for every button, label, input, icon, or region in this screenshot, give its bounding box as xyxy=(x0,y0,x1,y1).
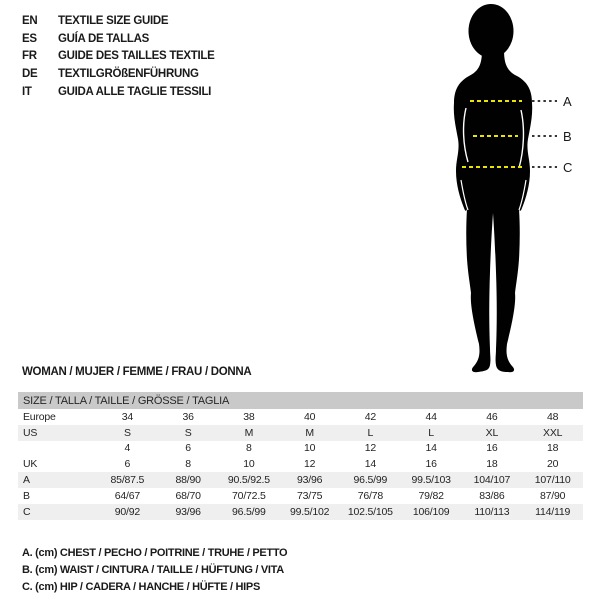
marker-label-b: B xyxy=(563,129,572,144)
size-cell: 110/113 xyxy=(462,504,523,520)
size-cell: 64/67 xyxy=(114,489,141,502)
size-cell: 90.5/92.5 xyxy=(219,472,280,488)
size-cell: 20 xyxy=(547,458,559,471)
legend-line: A. (cm) CHEST / PECHO / POITRINE / TRUHE / PETTO xyxy=(22,547,288,559)
size-cell: 68/70 xyxy=(175,489,201,502)
size-cell: 8 xyxy=(185,458,191,471)
size-cell: 93/96 xyxy=(279,472,340,488)
size-cell: 40 xyxy=(303,410,316,423)
size-cell: 34 xyxy=(121,410,134,423)
language-row xyxy=(22,66,215,84)
size-table-header-row xyxy=(18,392,583,409)
size-table-header: SIZE / TALLA / TAILLE / GRÖSSE / TAGLIA xyxy=(18,392,583,409)
marker-label-a: A xyxy=(563,94,572,109)
size-cell: 99.5/102 xyxy=(279,504,340,520)
size-cell: 38 xyxy=(243,410,255,423)
silhouette-head xyxy=(469,4,514,58)
table-row xyxy=(18,472,583,488)
size-cell: S xyxy=(97,425,158,441)
language-code: ES xyxy=(22,32,37,45)
language-row xyxy=(22,31,215,49)
language-row xyxy=(22,13,215,31)
language-code: EN xyxy=(22,15,38,27)
language-code: DE xyxy=(22,68,38,81)
size-cell: 18 xyxy=(547,442,559,455)
language-label: TEXTILE SIZE GUIDE xyxy=(58,15,169,27)
size-cell: 46 xyxy=(486,410,498,423)
size-cell: 12 xyxy=(303,458,316,471)
woman-silhouette xyxy=(420,0,600,378)
row-label: B xyxy=(23,489,30,502)
language-label: GUÍA DE TALLAS xyxy=(58,32,149,45)
table-row xyxy=(18,425,583,441)
size-cell: 10 xyxy=(303,442,316,455)
size-cell: S xyxy=(158,425,219,441)
woman-silhouette-figure xyxy=(420,0,600,378)
size-cell: 96.5/99 xyxy=(219,504,280,520)
table-row xyxy=(18,409,583,425)
size-table-body xyxy=(18,409,583,520)
row-label: UK xyxy=(23,458,38,471)
size-cell: 70/72.5 xyxy=(232,489,266,502)
language-row xyxy=(22,84,215,102)
row-label xyxy=(18,441,97,457)
size-cell: 12 xyxy=(364,442,377,455)
table-row xyxy=(18,504,583,520)
language-list xyxy=(22,13,215,102)
marker-label-c: C xyxy=(563,160,573,175)
size-cell: 96.5/99 xyxy=(340,472,401,488)
size-cell: 114/119 xyxy=(522,504,583,520)
size-cell: XL xyxy=(462,425,523,441)
size-table xyxy=(18,392,583,520)
language-code: IT xyxy=(22,85,32,98)
size-cell: 10 xyxy=(243,458,255,471)
row-label: Europe xyxy=(23,410,56,423)
measurement-legend xyxy=(22,545,287,597)
size-cell: 14 xyxy=(425,442,437,455)
size-cell: 36 xyxy=(182,410,194,423)
size-cell: 85/87.5 xyxy=(97,472,158,488)
size-cell: 48 xyxy=(547,410,559,423)
size-cell: 6 xyxy=(185,442,191,455)
size-cell: 6 xyxy=(124,458,131,471)
size-cell: 83/86 xyxy=(479,489,505,502)
size-cell: 79/82 xyxy=(418,489,444,502)
language-row xyxy=(22,48,215,66)
size-cell: 18 xyxy=(486,458,498,471)
language-code: FR xyxy=(22,50,37,63)
size-cell: 4 xyxy=(124,442,131,455)
language-label: GUIDA ALLE TAGLIE TESSILI xyxy=(58,85,212,98)
size-cell: 99.5/103 xyxy=(401,472,462,488)
size-cell: 102.5/105 xyxy=(340,504,401,520)
size-cell: 107/110 xyxy=(522,472,583,488)
size-cell: 73/75 xyxy=(296,489,323,502)
size-cell: 44 xyxy=(425,410,437,423)
table-row xyxy=(18,441,583,457)
size-cell: 16 xyxy=(486,442,498,455)
size-cell: 42 xyxy=(364,410,377,423)
table-row xyxy=(18,456,583,472)
row-label: US xyxy=(18,425,97,441)
size-cell: 88/90 xyxy=(158,472,219,488)
size-cell: 104/107 xyxy=(462,472,523,488)
size-cell: 106/109 xyxy=(401,504,462,520)
section-title: WOMAN / MUJER / FEMME / FRAU / DONNA xyxy=(22,366,252,378)
size-cell: 16 xyxy=(425,458,437,471)
size-cell: 93/96 xyxy=(158,504,219,520)
size-cell: 90/92 xyxy=(97,504,158,520)
size-cell: 8 xyxy=(246,442,252,455)
language-label: TEXTILGRÖßENFÜHRUNG xyxy=(58,68,199,81)
silhouette-body xyxy=(454,50,532,372)
legend-line: B. (cm) WAIST / CINTURA / TAILLE / HÜFTUNG / VITA xyxy=(22,564,284,577)
size-cell: 76/78 xyxy=(357,489,384,502)
row-label: C xyxy=(18,504,97,520)
size-cell: M xyxy=(279,425,340,441)
row-label: A xyxy=(18,472,97,488)
size-cell: L xyxy=(401,425,462,441)
table-row xyxy=(18,488,583,504)
legend-line: C. (cm) HIP / CADERA / HANCHE / HÜFTE / HIPS xyxy=(22,581,260,594)
size-cell: M xyxy=(219,425,280,441)
size-cell: 87/90 xyxy=(540,489,566,502)
size-cell: 14 xyxy=(364,458,377,471)
size-cell: L xyxy=(340,425,401,441)
size-cell: XXL xyxy=(522,425,583,441)
language-label: GUIDE DES TAILLES TEXTILE xyxy=(58,50,215,63)
